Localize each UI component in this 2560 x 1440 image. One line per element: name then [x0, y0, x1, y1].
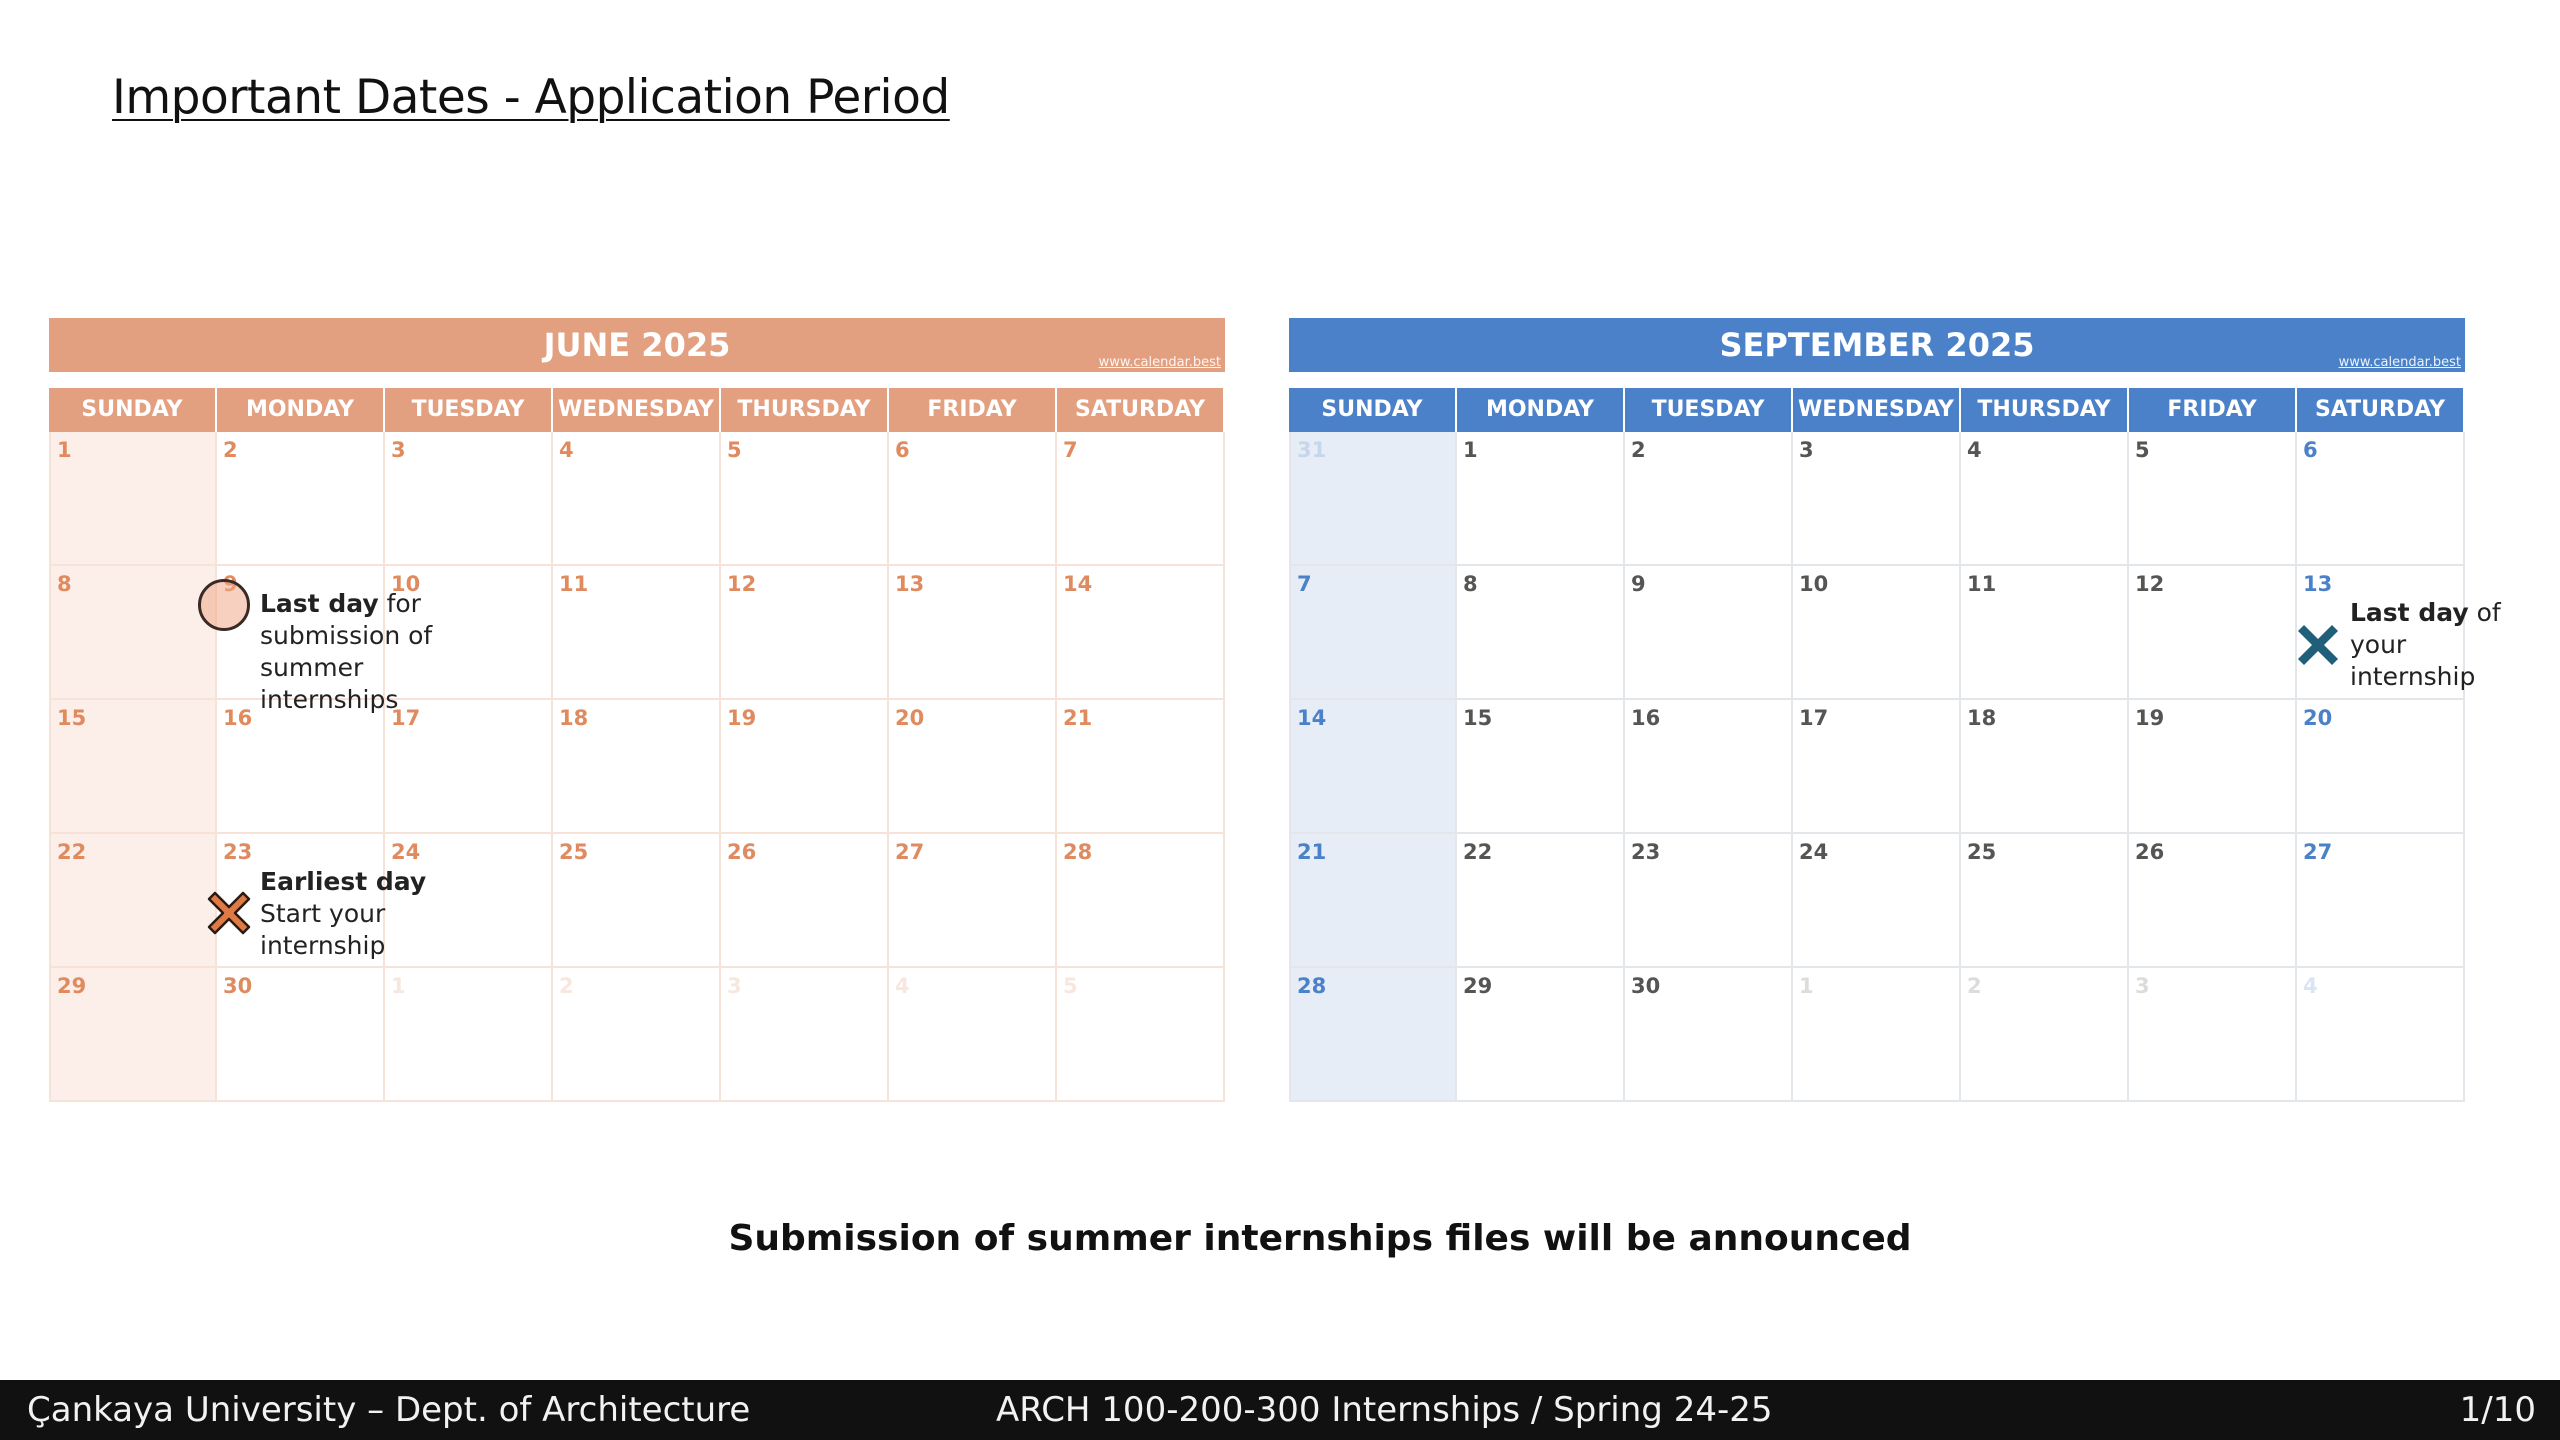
day-number: 30	[223, 974, 253, 998]
weekday-tuesday: TUESDAY	[1625, 388, 1793, 432]
day-number: 3	[727, 974, 742, 998]
day-cell[interactable]	[2297, 432, 2465, 566]
announcement: Submission of summer internships files will be announced	[728, 1218, 1912, 1259]
day-number: 3	[391, 438, 406, 462]
day-cell[interactable]	[2129, 700, 2297, 834]
day-cell[interactable]	[1289, 968, 1457, 1102]
day-cell[interactable]	[889, 566, 1057, 700]
day-cell[interactable]	[1625, 968, 1793, 1102]
day-number: 16	[223, 706, 253, 730]
day-cell[interactable]	[2129, 432, 2297, 566]
highlight-circle-icon	[198, 579, 250, 631]
day-number: 26	[727, 840, 757, 864]
calendar-title-text: SEPTEMBER 2025	[1719, 326, 2035, 364]
day-number: 11	[1967, 572, 1997, 596]
day-number: 21	[1063, 706, 1093, 730]
day-cell[interactable]	[49, 700, 217, 834]
day-number: 29	[1463, 974, 1493, 998]
footer-bar	[0, 1380, 2560, 1440]
day-number: 4	[2303, 974, 2318, 998]
day-number: 2	[1967, 974, 1982, 998]
day-cell[interactable]	[217, 700, 385, 834]
day-number: 10	[391, 572, 421, 596]
day-cell[interactable]	[1793, 834, 1961, 968]
day-number: 25	[1967, 840, 1997, 864]
weekday-wednesday: WEDNESDAY	[1793, 388, 1961, 432]
day-number: 20	[895, 706, 925, 730]
day-cell[interactable]	[49, 968, 217, 1102]
day-number: 23	[223, 840, 253, 864]
day-cell[interactable]	[1625, 700, 1793, 834]
day-number: 19	[2135, 706, 2165, 730]
day-cell[interactable]	[2297, 834, 2465, 968]
calendar-title-text: JUNE 2025	[543, 326, 731, 364]
day-cell[interactable]	[1793, 432, 1961, 566]
day-number: 18	[559, 706, 589, 730]
day-cell[interactable]	[721, 700, 889, 834]
day-cell[interactable]	[553, 968, 721, 1102]
day-cell[interactable]	[889, 834, 1057, 968]
day-cell[interactable]	[1961, 566, 2129, 700]
weekday-sunday: SUNDAY	[1289, 388, 1457, 432]
calendar-september	[1289, 318, 2465, 1102]
note-text: of your internship	[2350, 598, 2501, 691]
day-number: 12	[2135, 572, 2165, 596]
day-cell[interactable]	[1457, 968, 1625, 1102]
day-number: 6	[2303, 438, 2318, 462]
day-number: 1	[391, 974, 406, 998]
day-cell[interactable]	[1457, 432, 1625, 566]
weekday-sunday: SUNDAY	[49, 388, 217, 432]
day-cell[interactable]	[1057, 968, 1225, 1102]
day-cell[interactable]	[2129, 968, 2297, 1102]
day-number: 5	[2135, 438, 2150, 462]
day-cell[interactable]	[889, 432, 1057, 566]
day-number: 8	[57, 572, 72, 596]
day-number: 20	[2303, 706, 2333, 730]
day-number: 8	[1463, 572, 1478, 596]
day-number: 23	[1631, 840, 1661, 864]
day-number: 10	[1799, 572, 1829, 596]
day-number: 30	[1631, 974, 1661, 998]
day-number: 21	[1297, 840, 1327, 864]
day-number: 5	[727, 438, 742, 462]
day-number: 15	[1463, 706, 1493, 730]
day-cell[interactable]	[1289, 700, 1457, 834]
day-cell[interactable]	[553, 432, 721, 566]
day-cell[interactable]	[49, 566, 217, 700]
day-number: 1	[1463, 438, 1478, 462]
day-cell[interactable]	[1057, 566, 1225, 700]
day-cell[interactable]	[49, 432, 217, 566]
day-number: 4	[559, 438, 574, 462]
note-bold: Earliest day	[260, 867, 427, 896]
day-cell[interactable]	[1793, 566, 1961, 700]
day-cell[interactable]	[553, 834, 721, 968]
day-cell[interactable]	[1057, 700, 1225, 834]
day-number: 24	[391, 840, 421, 864]
day-number: 7	[1297, 572, 1312, 596]
day-cell[interactable]	[1961, 432, 2129, 566]
day-cell[interactable]	[721, 968, 889, 1102]
note-text: Start your internship	[260, 899, 386, 960]
day-number: 28	[1063, 840, 1093, 864]
day-cell[interactable]	[217, 432, 385, 566]
day-number: 29	[57, 974, 87, 998]
weekday-wednesday: WEDNESDAY	[553, 388, 721, 432]
day-number: 19	[727, 706, 757, 730]
day-cell[interactable]	[385, 968, 553, 1102]
calendar-june	[49, 318, 1225, 1102]
day-cell[interactable]	[2129, 834, 2297, 968]
day-number: 4	[1967, 438, 1982, 462]
day-cell[interactable]	[2297, 700, 2465, 834]
day-cell[interactable]	[1625, 432, 1793, 566]
day-cell[interactable]	[1793, 968, 1961, 1102]
day-cell[interactable]	[889, 968, 1057, 1102]
calendar-title	[49, 318, 1225, 372]
note-june-9	[260, 588, 450, 716]
day-cell[interactable]	[553, 566, 721, 700]
day-number: 12	[727, 572, 757, 596]
day-number: 17	[391, 706, 421, 730]
day-cell[interactable]	[2129, 566, 2297, 700]
day-cell[interactable]	[2297, 968, 2465, 1102]
day-number: 18	[1967, 706, 1997, 730]
day-number: 6	[895, 438, 910, 462]
weekday-thursday: THURSDAY	[1961, 388, 2129, 432]
note-june-23	[260, 866, 450, 962]
note-text: for submission of summer internships	[260, 589, 433, 714]
day-cell[interactable]	[1289, 566, 1457, 700]
footer-page-number: 1/10	[2459, 1390, 2536, 1430]
weekday-monday: MONDAY	[1457, 388, 1625, 432]
day-number: 7	[1063, 438, 1078, 462]
day-number: 24	[1799, 840, 1829, 864]
note-bold: Last day	[2350, 598, 2469, 627]
day-number: 27	[2303, 840, 2333, 864]
weekday-friday: FRIDAY	[2129, 388, 2297, 432]
day-cell[interactable]	[1457, 834, 1625, 968]
day-number: 26	[2135, 840, 2165, 864]
weekday-friday: FRIDAY	[889, 388, 1057, 432]
day-number: 13	[895, 572, 925, 596]
day-cell[interactable]	[385, 700, 553, 834]
day-number: 31	[1297, 438, 1327, 462]
day-cell[interactable]	[1625, 834, 1793, 968]
day-number: 22	[57, 840, 87, 864]
day-number: 27	[895, 840, 925, 864]
footer-university: Çankaya University – Dept. of Architecture	[27, 1390, 751, 1430]
weekday-tuesday: TUESDAY	[385, 388, 553, 432]
day-cell[interactable]	[721, 566, 889, 700]
day-cell[interactable]	[889, 700, 1057, 834]
day-number: 13	[2303, 572, 2333, 596]
calendar-title	[1289, 318, 2465, 372]
day-cell[interactable]	[217, 968, 385, 1102]
day-number: 5	[1063, 974, 1078, 998]
day-number: 22	[1463, 840, 1493, 864]
day-number: 11	[559, 572, 589, 596]
x-mark-icon	[203, 887, 255, 939]
day-cell[interactable]	[1457, 700, 1625, 834]
weekday-header	[49, 388, 1225, 432]
day-number: 3	[2135, 974, 2150, 998]
day-cell[interactable]	[1793, 700, 1961, 834]
day-number: 4	[895, 974, 910, 998]
day-number: 16	[1631, 706, 1661, 730]
calendar-grid	[49, 432, 1225, 1102]
day-cell[interactable]	[553, 700, 721, 834]
day-number: 17	[1799, 706, 1829, 730]
weekday-thursday: THURSDAY	[721, 388, 889, 432]
day-cell[interactable]	[1289, 834, 1457, 968]
weekday-saturday: SATURDAY	[2297, 388, 2465, 432]
weekday-header	[1289, 388, 2465, 432]
day-cell[interactable]	[1625, 566, 1793, 700]
day-cell[interactable]	[385, 432, 553, 566]
calendar-site-link[interactable]: www.calendar.best	[1098, 355, 1221, 370]
day-cell[interactable]	[1961, 700, 2129, 834]
day-number: 1	[57, 438, 72, 462]
day-number: 25	[559, 840, 589, 864]
day-cell[interactable]	[721, 432, 889, 566]
day-number: 3	[1799, 438, 1814, 462]
day-number: 14	[1297, 706, 1327, 730]
day-number: 2	[559, 974, 574, 998]
day-cell[interactable]	[1457, 566, 1625, 700]
day-number: 28	[1297, 974, 1327, 998]
day-number: 14	[1063, 572, 1093, 596]
day-number: 15	[57, 706, 87, 730]
page-title: Important Dates - Application Period	[112, 70, 950, 125]
footer-course: ARCH 100-200-300 Internships / Spring 24-25	[996, 1390, 1773, 1430]
day-number: 1	[1799, 974, 1814, 998]
day-number: 2	[223, 438, 238, 462]
calendar-site-link[interactable]: www.calendar.best	[2338, 355, 2461, 370]
x-mark-icon	[2292, 619, 2344, 671]
day-cell[interactable]	[721, 834, 889, 968]
note-bold: Last day	[260, 589, 379, 618]
day-cell[interactable]	[1961, 968, 2129, 1102]
day-number: 2	[1631, 438, 1646, 462]
day-cell[interactable]	[1289, 432, 1457, 566]
day-number: 9	[1631, 572, 1646, 596]
day-cell[interactable]	[49, 834, 217, 968]
day-cell[interactable]	[1961, 834, 2129, 968]
day-cell[interactable]	[1057, 432, 1225, 566]
day-cell[interactable]	[1057, 834, 1225, 968]
weekday-monday: MONDAY	[217, 388, 385, 432]
weekday-saturday: SATURDAY	[1057, 388, 1225, 432]
note-sept-13	[2350, 597, 2510, 693]
calendar-grid	[1289, 432, 2465, 1102]
